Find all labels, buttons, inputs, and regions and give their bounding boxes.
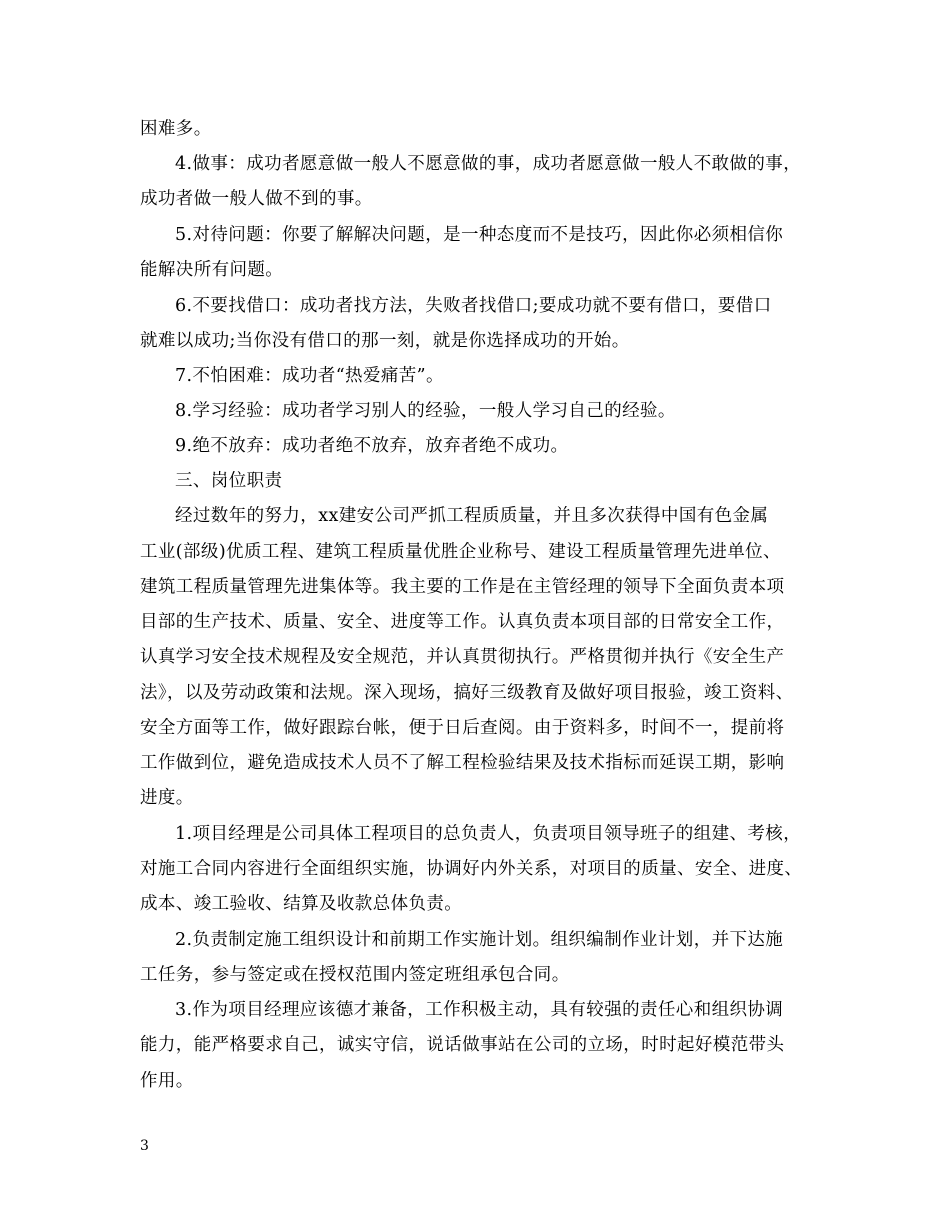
section-heading: 三、岗位职责 [175,471,283,491]
page-number: 3 [140,1138,149,1154]
text-line: 对施工合同内容进行全面组织实施，协调好内外关系，对项目的质量、安全、进度、 [140,859,803,879]
text-line: 目部的生产技术、质量、安全、进度等工作。认真负责本项目部的日常安全工作， [140,612,785,632]
text-line: 工业(部级)优质工程、建筑工程质量优胜企业称号、建设工程质量管理先进单位、 [140,542,781,562]
text-line: 成功者做一般人做不到的事。 [140,189,373,209]
text-line: 进度。 [140,788,194,808]
text-line: 8.学习经验：成功者学习别人的经验，一般人学习自己的经验。 [175,401,676,421]
text-line: 就难以成功;当你没有借口的那一刻，就是你选择成功的开始。 [140,331,630,351]
text-line: 3.作为项目经理应该德才兼备，工作积极主动，具有较强的责任心和组织协调 [175,1000,784,1020]
text-line: 能解决所有问题。 [140,260,284,280]
text-line: 作用。 [140,1071,194,1091]
text-line: 工作做到位，避免造成技术人员不了解工程检验结果及技术指标而延误工期，影响 [140,753,785,773]
text-line: 困难多。 [140,119,212,139]
text-line: 4.做事：成功者愿意做一般人不愿意做的事，成功者愿意做一般人不敢做的事， [175,154,802,174]
text-line: 成本、竣工验收、结算及收款总体负责。 [140,894,463,914]
text-line: 工任务，参与签定或在授权范围内签定班组承包合同。 [140,965,570,985]
text-line: 建筑工程质量管理先进集体等。我主要的工作是在主管经理的领导下全面负责本项 [140,577,785,597]
text-line: 1.项目经理是公司具体工程项目的总负责人，负责项目领导班子的组建、考核， [175,824,802,844]
text-line: 认真学习安全技术规程及安全规范，并认真贯彻执行。严格贯彻并执行《安全生产 [140,647,785,667]
text-line: 2.负责制定施工组织设计和前期工作实施计划。组织编制作业计划，并下达施 [175,930,784,950]
text-line: 6.不要找借口：成功者找方法，失败者找借口;要成功就不要有借口，要借口 [175,296,772,316]
text-line: 安全方面等工作，做好跟踪台帐，便于日后查阅。由于资料多，时间不一，提前将 [140,718,785,738]
text-line: 经过数年的努力，xx建安公司严抓工程质质量，并且多次获得中国有色金属 [175,506,769,526]
text-line: 7.不怕困难：成功者“热爱痛苦”。 [175,366,444,386]
text-line: 5.对待问题：你要了解解决问题，是一种态度而不是技巧，因此你必须相信你 [175,225,784,245]
text-line: 能力，能严格要求自己，诚实守信，说话做事站在公司的立场，时时起好模范带头 [140,1035,785,1055]
text-line: 法》，以及劳动政策和法规。深入现场，搞好三级教育及做好项目报验，竣工资料、 [140,683,794,703]
text-line: 9.绝不放弃：成功者绝不放弃，放弃者绝不成功。 [175,436,569,456]
